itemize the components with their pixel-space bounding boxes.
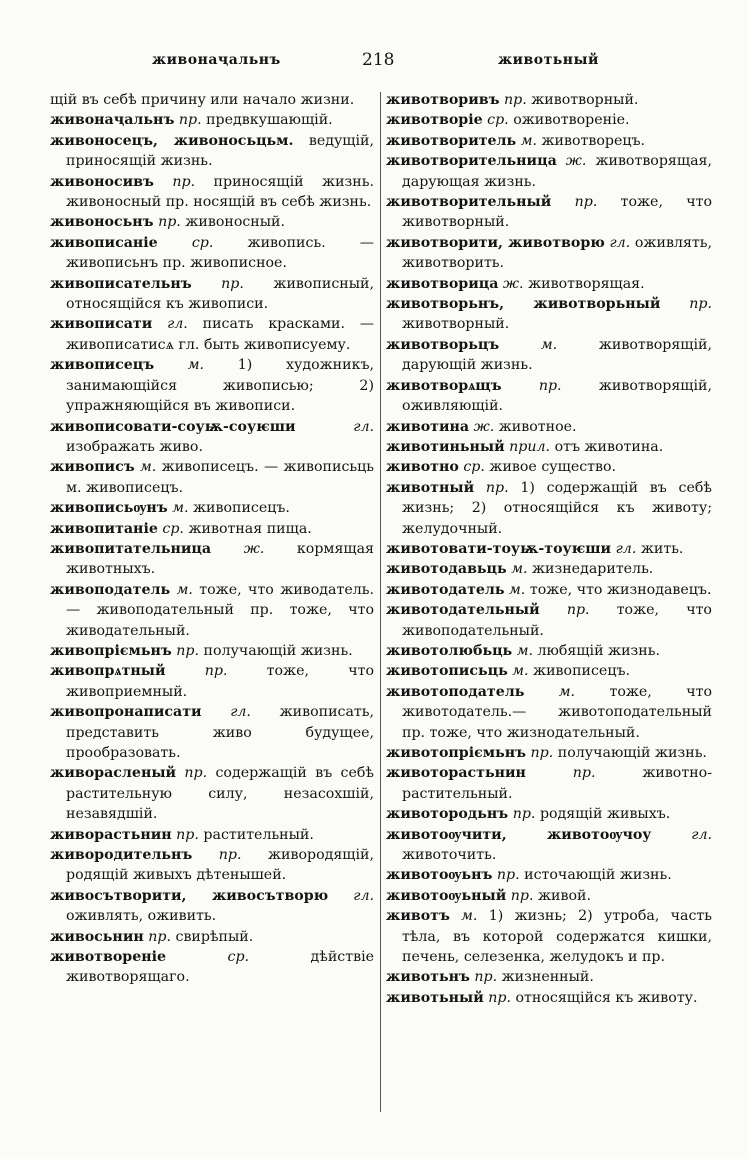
- entry-pos: м.: [512, 663, 529, 680]
- entry-pos: пр.: [176, 826, 199, 843]
- dictionary-entry: [386, 131, 712, 151]
- entry-pos: пр.: [178, 112, 202, 129]
- dictionary-entry: [50, 131, 374, 172]
- entry-headword: животопріємьнъ: [386, 745, 526, 761]
- entry-pos: пр.: [572, 765, 596, 782]
- entry-headword: животворьнъ, животворьный: [386, 296, 661, 313]
- dictionary-entry: [50, 763, 374, 824]
- entry-headword: живосътворити, живосътворю: [50, 887, 329, 904]
- dictionary-entry: [386, 192, 712, 233]
- dictionary-entry: [50, 947, 374, 988]
- entry-definition: животворный.: [402, 316, 510, 333]
- entry-headword: животописьць: [386, 663, 508, 680]
- dictionary-entry: [50, 457, 374, 498]
- entry-headword: живорастьнин: [50, 826, 172, 843]
- entry-headword: животворица: [386, 275, 499, 292]
- entry-definition: живописать, представить живо будущее, прообразовать.: [66, 704, 375, 761]
- entry-pos: гл.: [609, 234, 631, 251]
- dictionary-entry: [50, 519, 374, 539]
- entry-definition: животворецъ.: [541, 132, 646, 149]
- dictionary-entry: [386, 539, 712, 559]
- entry-headword: животворивъ: [386, 92, 500, 108]
- entry-definition: кормящая животныхъ.: [66, 540, 374, 578]
- left-column: [50, 90, 374, 988]
- entry-definition: 1) художникъ, занимающійся живописью; 2) упражняющійся въ живописи.: [66, 357, 374, 415]
- entry-definition: получающій жизнь.: [557, 745, 707, 761]
- entry-headword: живописьѹнъ: [50, 500, 168, 517]
- dictionary-entry: [50, 355, 374, 416]
- entry-definition: животворящій, оживляющій.: [402, 377, 712, 415]
- dictionary-entry: [50, 110, 374, 130]
- dictionary-entry: [386, 335, 712, 376]
- entry-headword: живописецъ: [50, 357, 155, 374]
- entry-definition: животворящая, дарующая жизнь.: [402, 153, 712, 190]
- entry-pos: м.: [520, 132, 537, 149]
- entry-pos: пр.: [474, 969, 498, 986]
- dictionary-entry: [386, 110, 712, 130]
- entry-pos: пр.: [689, 296, 712, 313]
- entry-headword: животворительный: [386, 194, 552, 211]
- dictionary-entry: [50, 172, 374, 213]
- entry-definition: отъ животина.: [554, 438, 664, 455]
- entry-pos: ср.: [463, 459, 485, 476]
- entry-headword: живопронаписати: [50, 704, 202, 721]
- entry-headword: животворительница: [386, 153, 557, 170]
- entry-pos: пр.: [488, 989, 511, 1006]
- dictionary-entry: [50, 641, 374, 661]
- entry-headword: животородьнъ: [386, 806, 509, 823]
- entry-pos: гл.: [230, 704, 251, 721]
- entry-definition: животворящій, дарующій жизнь.: [402, 336, 712, 374]
- dictionary-entry: [50, 927, 374, 947]
- entry-definition: тоже, что живоприемный.: [66, 663, 374, 700]
- entry-headword: живописаніе: [50, 234, 158, 251]
- entry-headword: живопитаніе: [50, 520, 158, 537]
- dictionary-entry: [50, 90, 374, 110]
- dictionary-entry: [50, 233, 374, 274]
- entry-definition: получающій жизнь.: [203, 642, 353, 659]
- entry-headword: животоѹьнъ: [386, 867, 493, 884]
- entry-headword: животворити, животворю: [386, 234, 605, 251]
- dictionary-entry: [386, 580, 712, 600]
- entry-definition: животворящая.: [528, 275, 645, 292]
- running-head-right: животьный: [498, 52, 599, 68]
- entry-definition: животворный.: [531, 92, 639, 108]
- dictionary-entry: [386, 417, 712, 437]
- entry-definition: живой.: [538, 887, 592, 904]
- entry-pos: гл.: [353, 887, 374, 904]
- entry-headword: живопитательница: [50, 540, 212, 557]
- entry-definition: тоже, что животодатель.— животоподательный пр. тоже, что жизнодательный.: [402, 683, 712, 741]
- entry-pos: пр.: [530, 745, 554, 761]
- entry-pos: м.: [172, 500, 189, 517]
- entry-definition: живопись. — живописьнъ пр. живописное.: [66, 234, 374, 272]
- entry-headword: живописъ: [50, 459, 135, 476]
- entry-pos: пр.: [184, 765, 208, 782]
- entry-definition: живописецъ.: [192, 500, 290, 517]
- dictionary-entry: [386, 763, 712, 804]
- entry-definition: ведущій, приносящій жизнь.: [66, 132, 374, 170]
- entry-definition: источающій жизнь.: [524, 867, 672, 884]
- entry-pos: пр.: [172, 173, 196, 190]
- dictionary-entry: [50, 580, 374, 641]
- running-head-left: живонаҷальнъ: [152, 52, 281, 68]
- entry-definition: живописецъ. — живописьць м. живописецъ.: [66, 459, 374, 496]
- entry-pos: гл.: [615, 540, 637, 557]
- entry-headword: живорасленый: [50, 765, 177, 782]
- dictionary-entry: [386, 376, 712, 417]
- entry-pos: прил.: [509, 438, 551, 455]
- entry-headword: живонаҷальнъ: [50, 112, 175, 129]
- entry-headword: животоподатель: [386, 683, 525, 700]
- entry-definition: 1) содержащій въ себѣ жизнь; 2) относящійся къ животу; желудочный.: [402, 479, 712, 537]
- dictionary-entry: [50, 417, 374, 458]
- entry-pos: ж.: [502, 275, 524, 292]
- entry-definition: свирѣпый.: [175, 928, 254, 945]
- entry-headword: животовати-тоуѭ-тоуѥши: [386, 540, 612, 557]
- entry-headword: живопріємьнъ: [50, 642, 172, 659]
- entry-definition: живоносный.: [185, 214, 286, 231]
- entry-pos: пр.: [218, 847, 242, 864]
- entry-headword: животворѧщъ: [386, 377, 502, 394]
- entry-pos: м.: [540, 336, 558, 353]
- entry-headword: живоносецъ, живоносьцьм.: [50, 132, 294, 149]
- entry-pos: м.: [558, 683, 576, 700]
- entry-headword: животодатель: [386, 581, 505, 598]
- dictionary-entry: [50, 539, 374, 580]
- entry-definition: оживлять, животворить.: [402, 234, 712, 272]
- entry-pos: пр.: [158, 214, 181, 231]
- dictionary-entry: [386, 90, 712, 110]
- entry-definition: относящійся къ животу.: [515, 989, 698, 1006]
- entry-definition: живородящій, родящій живыхъ дѣтенышей.: [66, 847, 374, 884]
- entry-pos: пр.: [204, 663, 228, 680]
- entry-headword: животный: [386, 479, 475, 496]
- dictionary-entry: [386, 151, 712, 192]
- entry-definition: жизненный.: [501, 969, 594, 986]
- dictionary-entry: [386, 988, 712, 1008]
- entry-pos: пр.: [176, 642, 199, 659]
- dictionary-entry: [386, 886, 712, 906]
- entry-pos: ср.: [162, 520, 184, 537]
- entry-pos: ж.: [243, 540, 265, 557]
- entry-continuation: щій въ себѣ причину или начало жизни.: [50, 92, 355, 108]
- entry-headword: живописовати-соуѭ-соуѥши: [50, 418, 296, 435]
- dictionary-entry: [386, 600, 712, 641]
- entry-definition: живописный, относящійся къ живописи.: [66, 275, 375, 313]
- dictionary-entry: [386, 437, 712, 457]
- entry-pos: пр.: [148, 928, 171, 945]
- entry-headword: животоѹчити, животоѹчоу: [386, 826, 652, 843]
- entry-pos: пр.: [496, 867, 520, 884]
- entry-definition: изображать живо.: [66, 438, 203, 455]
- entry-definition: тоже, что животворный.: [402, 194, 712, 231]
- entry-pos: пр.: [538, 377, 562, 394]
- entry-definition: писать красками. — живописатисѧ гл. быть живописуему.: [66, 316, 375, 353]
- entry-headword: животолюбьць: [386, 642, 513, 659]
- entry-headword: живородительнъ: [50, 847, 193, 864]
- entry-pos: пр.: [503, 92, 527, 108]
- entry-pos: пр.: [574, 194, 598, 211]
- entry-pos: гл.: [691, 826, 712, 843]
- entry-definition: животное.: [498, 418, 577, 435]
- entry-headword: животиньный: [386, 438, 505, 455]
- dictionary-entry: [50, 274, 374, 315]
- dictionary-entry: [50, 314, 374, 355]
- column-divider: [380, 92, 381, 1112]
- dictionary-entry: [50, 498, 374, 518]
- dictionary-entry: [386, 661, 712, 681]
- dictionary-entry: [386, 478, 712, 539]
- page-header: [0, 50, 748, 76]
- entry-headword: живопрѧтный: [50, 663, 166, 680]
- entry-pos: гл.: [353, 418, 374, 435]
- entry-headword: живоносьнъ: [50, 214, 154, 231]
- entry-pos: м.: [461, 908, 478, 925]
- entry-definition: приносящій жизнь. живоносный пр. носящій въ себѣ жизнь.: [66, 173, 374, 211]
- dictionary-entry: [386, 641, 712, 661]
- dictionary-entry: [386, 559, 712, 579]
- entry-definition: растительный.: [203, 826, 314, 843]
- dictionary-entry: [50, 845, 374, 886]
- entry-pos: пр.: [510, 887, 534, 904]
- entry-headword: живописати: [50, 316, 153, 333]
- entry-pos: м.: [176, 581, 193, 598]
- entry-pos: гл.: [167, 316, 188, 333]
- entry-headword: животворьцъ: [386, 336, 500, 353]
- entry-headword: животъ: [386, 908, 450, 925]
- entry-definition: животно-растительный.: [402, 765, 712, 802]
- entry-headword: животодавьць: [386, 561, 507, 578]
- entry-definition: любящій жизнь.: [537, 642, 660, 659]
- dictionary-entry: [50, 212, 374, 232]
- entry-pos: ж.: [473, 418, 495, 435]
- dictionary-entry: [386, 967, 712, 987]
- dictionary-entry: [50, 661, 374, 702]
- entry-pos: ср.: [227, 949, 250, 966]
- entry-pos: пр.: [485, 479, 509, 496]
- entry-headword: животворитель: [386, 132, 517, 149]
- entry-headword: животоѹьный: [386, 887, 507, 904]
- entry-headword: животвореніе: [50, 949, 167, 966]
- entry-definition: дѣйствіе животворящаго.: [66, 949, 375, 986]
- right-column: [386, 90, 712, 1008]
- entry-definition: жить.: [640, 540, 684, 557]
- dictionary-entry: [386, 906, 712, 967]
- page-number: 218: [362, 50, 395, 70]
- entry-definition: живописецъ.: [533, 663, 630, 680]
- dictionary-entry: [386, 274, 712, 294]
- dictionary-entry: [386, 682, 712, 743]
- entry-pos: м.: [511, 561, 528, 578]
- entry-definition: 1) жизнь; 2) утроба, часть тѣла, въ которой содержатся кишки, печень, селезенка, желудокъ и пр.: [402, 908, 712, 966]
- entry-definition: тоже, что жизнодавецъ.: [529, 581, 712, 598]
- dictionary-entry: [386, 865, 712, 885]
- entry-definition: жизнедаритель.: [531, 561, 654, 578]
- dictionary-entry: [386, 233, 712, 274]
- entry-definition: оживотвореніе.: [513, 112, 630, 129]
- entry-pos: пр.: [221, 275, 244, 292]
- entry-headword: животьнъ: [386, 969, 470, 986]
- dictionary-entry: [386, 825, 712, 866]
- entry-headword: животина: [386, 418, 470, 435]
- entry-pos: ср.: [487, 112, 509, 129]
- entry-headword: животворіе: [386, 112, 483, 129]
- entry-definition: предвкушающій.: [206, 112, 333, 129]
- entry-headword: живосьнин: [50, 928, 144, 945]
- entry-headword: живоподатель: [50, 581, 171, 598]
- entry-definition: оживлять, оживить.: [66, 908, 217, 925]
- entry-headword: животьный: [386, 989, 484, 1006]
- entry-definition: живое существо.: [489, 459, 617, 476]
- entry-headword: животодательный: [386, 602, 540, 619]
- entry-pos: м.: [509, 581, 526, 598]
- dictionary-entry: [50, 825, 374, 845]
- entry-pos: ж.: [565, 153, 587, 170]
- entry-pos: пр.: [566, 602, 590, 619]
- entry-definition: тоже, что живоподательный.: [402, 602, 712, 639]
- dictionary-entry: [50, 886, 374, 927]
- entry-pos: м.: [516, 642, 533, 659]
- entry-pos: м.: [139, 459, 157, 476]
- entry-definition: родящій живыхъ.: [539, 806, 671, 823]
- dictionary-entry: [386, 743, 712, 763]
- entry-definition: животочить.: [402, 847, 497, 864]
- dictionary-entry: [386, 804, 712, 824]
- entry-headword: животно: [386, 459, 459, 476]
- entry-headword: живописательнъ: [50, 275, 192, 292]
- entry-headword: живоносивъ: [50, 173, 154, 190]
- dictionary-entry: [386, 457, 712, 477]
- entry-pos: ср.: [191, 234, 214, 251]
- dictionary-entry: [50, 702, 374, 763]
- entry-pos: пр.: [512, 806, 536, 823]
- dictionary-entry: [386, 294, 712, 335]
- entry-definition: тоже, что живодатель. — живоподательный пр. тоже, что живодательный.: [66, 581, 374, 639]
- entry-definition: содержащій въ себѣ растительную силу, незасохшій, незавядшій.: [66, 765, 374, 823]
- entry-headword: животорастьнин: [386, 765, 526, 782]
- entry-pos: м.: [187, 357, 205, 374]
- entry-definition: животная пища.: [188, 520, 312, 537]
